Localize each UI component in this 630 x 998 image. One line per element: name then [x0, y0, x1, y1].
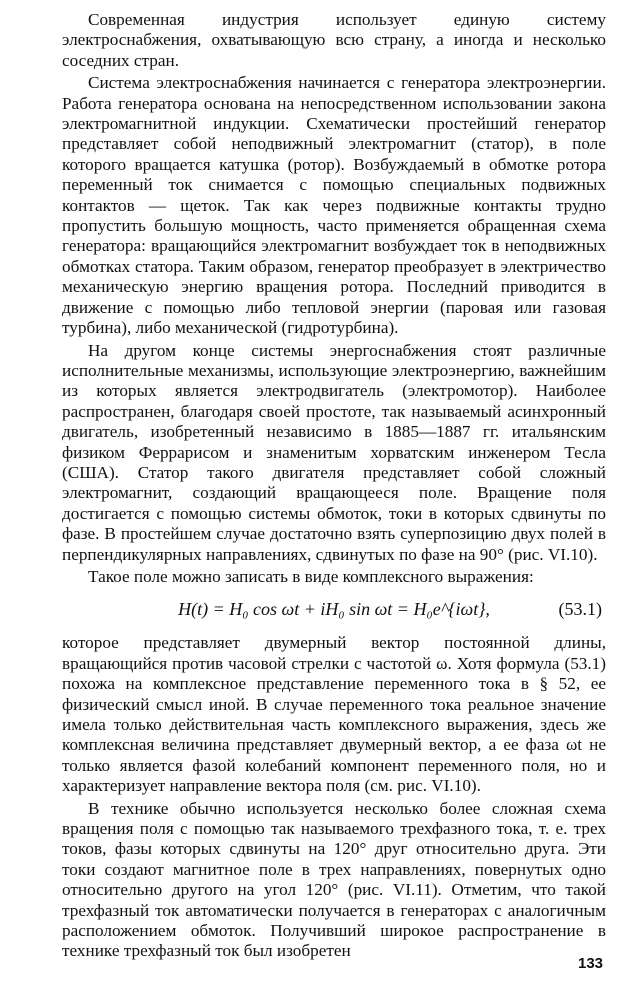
formula-expression: H(t) = H₀ cos ωt + iH₀ sin ωt = H₀e^{iωt},	[178, 599, 490, 620]
paragraph-vector-interpretation: которое представляет двумерный вектор постоянной длины, вращающийся против часовой стрелки с частотой ω. Хотя формула (53.1) похожа на комплексное представление переменного тока в § 52, ее физический смысл иной. В случае переменного тока реальное значение имела только действительная часть комплексного выражения, здесь же комплексная величина представляет двумерный вектор, а ее фаза ωt не только является фазой колебаний компонент переменного поля, но и характеризует направление вектора поля (см. рис. VI.10).	[62, 633, 606, 796]
formula-number: (53.1)	[558, 599, 602, 620]
paragraph-electric-motor: На другом конце системы энергоснабжения стоят различные исполнительные механизмы, использующие электроэнергию, важнейшим из которых является электродвигатель (электромотор). Наиболее распространен, благодаря своей простоте, так называемый асинхронный двигатель, изобретенный независимо в 1885—1887 гг. итальянским физиком Феррарисом и знаменитым хорватским инженером Тесла (США). Статор такого двигателя представляет собой сложный электромагнит, создающий вращающееся поле. Вращение поля достигается с помощью системы обмоток, токи в которых сдвинуты по фазе. В простейшем случае достаточно взять суперпозицию двух полей в перпендикулярных направлениях, сдвинутых по фазе на 90° (рис. VI.10).	[62, 340, 606, 564]
paragraph-power-supply-intro: Современная индустрия использует единую систему электроснабжения, охватывающую всю страну, а иногда и несколько соседних стран.	[62, 10, 606, 70]
paragraph-complex-expression-intro: Такое поле можно записать в виде комплексного выражения:	[88, 566, 534, 586]
page-number: 133	[578, 955, 604, 972]
paragraph-generator: Система электроснабжения начинается с генератора электроэнергии. Работа генератора основана на непосредственном использовании закона электромагнитной индукции. Схематически простейший генератор представляет собой неподвижный электромагнит (статор), в поле которого вращается катушка (ротор). Возбуждаемый в обмотке ротора переменный ток снимается с помощью специальных подвижных контактов — щеток. Так как через подвижные контакты трудно пропустить большую мощность, часто применяется обращенная схема генератора: вращающийся электромагнит возбуждает ток в неподвижных обмотках статора. Таким образом, генератор преобразует в электричество механическую энергию вращения ротора. Последний приводится в движение с помощью либо тепловой энергии (паровая или газовая турбина), либо механической (гидротурбина).	[62, 73, 606, 338]
body-text	[62, 10, 606, 964]
formula-53-1	[62, 593, 606, 629]
paragraph-three-phase: В технике обычно используется несколько более сложная схема вращения поля с помощью так называемого трехфазного тока, т. е. трех токов, фазы которых сдвинуты на 120° друг относительно друга. Эти токи создают магнитное поле в трех направлениях, повернутых одно относительно другого на угол 120° (рис. VI.11). Отметим, что такой трехфазный ток автоматически получается в генераторах с аналогичным расположением обмоток. Получивший широкое распространение в технике трехфазный ток был изобретен	[62, 798, 606, 961]
